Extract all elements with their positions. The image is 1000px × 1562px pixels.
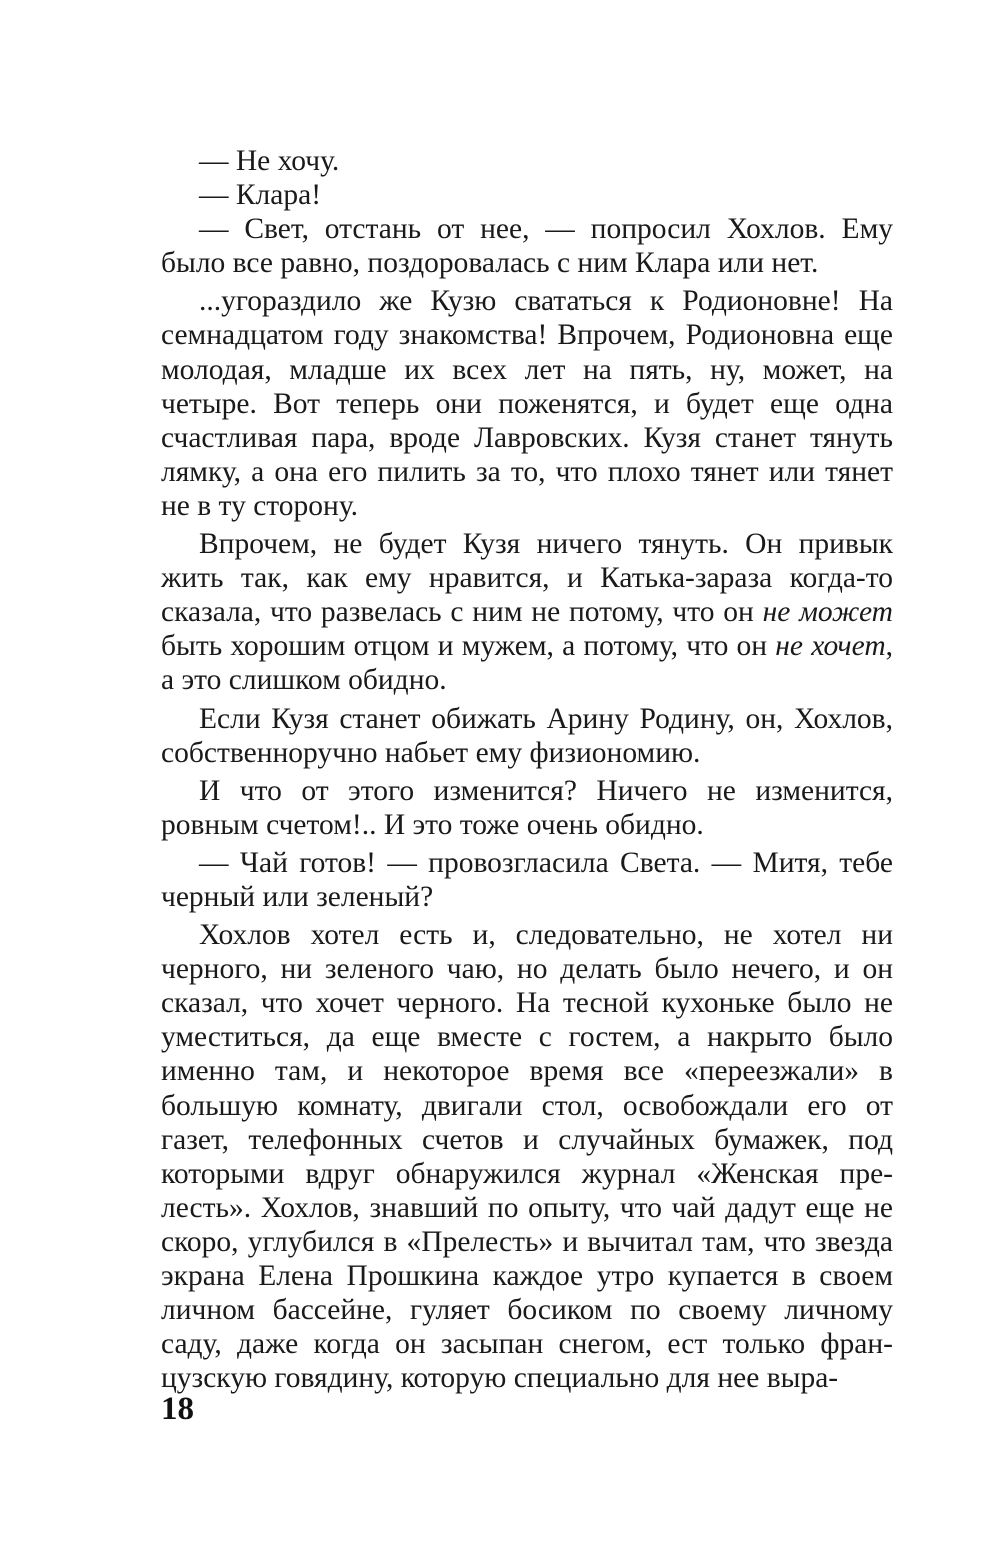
paragraph — [161, 527, 893, 697]
paragraph — [161, 702, 893, 770]
text-run: — Клара! — [199, 179, 322, 212]
text-run: Если Кузя станет обижать Арину Родину, он, Хохлов, собственноручно набьет ему физиономию. — [161, 702, 893, 769]
italic-text: не хочет — [775, 630, 886, 663]
paragraph — [161, 774, 893, 842]
paragraph — [161, 846, 893, 914]
text-run: И что от этого изменится? Ничего не изменится, ровным счетом!.. И это тоже очень обидно. — [161, 774, 893, 841]
text-run: Впрочем, не будет Кузя ничего тянуть. Он привык жить так, как ему нравится, и Катька-зараза когда-то сказала, что развелась с ним не потому, что он — [161, 528, 893, 629]
text-run: — Чай готов! — провозгласила Света. — Митя, тебе черный или зеленый? — [161, 846, 893, 913]
paragraph — [161, 284, 893, 523]
paragraph — [161, 178, 893, 212]
text-run: Хохлов хотел есть и, следовательно, не хотел ни черного, ни зеленого чаю, но делать было нечего, и он сказал, что хочет черного. На тесной кухоньке было не уместиться, да еще вместе с гостем, а накрыто было именно там, и некоторое время все «переезжали» в большую комнату, двигали стол, освобождали его от газет, телефонных счетов и случайных бумажек, под которыми вдруг обнаружился журнал «Женская прелесть». Хохлов, знавший по опыту, что чай дадут еще не скоро, углубился в «Прелесть» и вычитал там, что звезда экрана Елена Прошкина каждое утро купается в своем личном бассейне, гуляет босиком по своему личному саду, даже когда он засыпан снегом, ест только французскую говядину, которую специально для нее выра- — [161, 919, 893, 1395]
text-run: быть хорошим отцом и мужем, а потому, что он — [161, 630, 776, 663]
text-run: — Не хочу. — [199, 145, 340, 177]
text-run: — Свет, отстань от нее, — попросил Хохлов. Ему было все равно, поздоровалась с ним Клара или нет. — [161, 213, 893, 280]
text-run: , а это слишком обидно. — [161, 630, 893, 697]
paragraph — [161, 144, 893, 178]
text-run: ...угораздило же Кузю свататься к Родионовне! На семнадцатом году знакомства! Впрочем, Родионовна еще молодая, младше их всех лет на пять, ну, может, на четыре. Вот теперь они поженятся, и будет еще одна счастливая пара, вроде Лавровских. Кузя станет тянуть лямку, а она его пилить за то, что плохо тянет или тянет не в ту сторону. — [161, 285, 893, 522]
paragraph — [161, 212, 893, 280]
paragraph — [161, 918, 893, 1395]
page-body-text — [161, 144, 893, 1395]
italic-text: не может — [762, 596, 893, 629]
page-number: 18 — [161, 1391, 194, 1427]
